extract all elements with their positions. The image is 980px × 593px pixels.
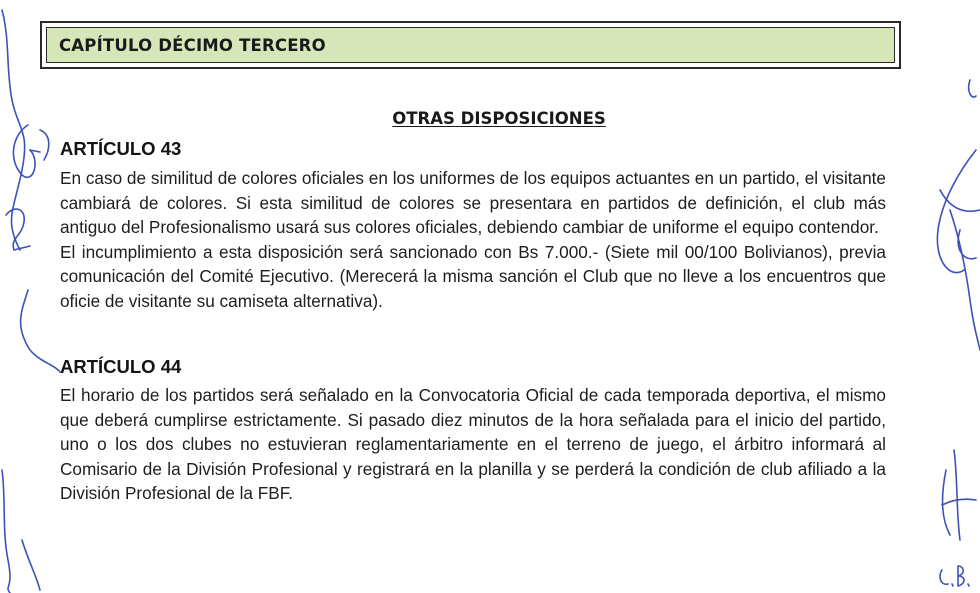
- chapter-title: CAPÍTULO DÉCIMO TERCERO: [59, 35, 326, 55]
- article-43-heading: ARTÍCULO 43: [60, 138, 182, 159]
- chapter-header-inner: [46, 27, 895, 63]
- article-43-paragraph-1: En caso de similitud de colores oficiales en los uniformes de los equipos actuantes en un partido, el visitante cambiará de colores. Si esta similitud de colores se presentara en partidos de definición, el club más antiguo del Profesionalismo usará sus colores oficiales, debiendo cambiar de uniforme el equipo contendor.: [60, 168, 886, 238]
- chapter-header: [40, 21, 901, 69]
- right-signature-mark: [920, 0, 980, 593]
- article-43-paragraph-2: El incumplimiento a esta disposición será sancionado con Bs 7.000.- (Siete mil 00/100 Bolivianos), previa comunicación del Comité Ejecutivo. (Merecerá la misma sanción el Club que no lleve a los encuentros que oficie de visitante su camiseta alternativa).: [60, 241, 886, 311]
- article-43-body: [60, 166, 886, 314]
- article-44-paragraph-1: El horario de los partidos será señalado en la Convocatoria Oficial de cada temporada deportiva, el mismo que deberá cumplirse estrictamente. Si pasado diez minutos de la hora señalada para el inicio del partido, uno o los dos clubes no estuvieran reglamentariamente en el terreno de juego, el árbitro informará al Comisario de la División Profesional y registrará en la planilla y se perderá la condición de club afiliado a la División Profesional de la FBF.: [60, 385, 886, 504]
- article-44-body: [60, 383, 886, 506]
- section-title: OTRAS DISPOSICIONES: [392, 109, 606, 128]
- left-signature-mark: [0, 0, 60, 593]
- article-44-heading: ARTÍCULO 44: [60, 356, 182, 377]
